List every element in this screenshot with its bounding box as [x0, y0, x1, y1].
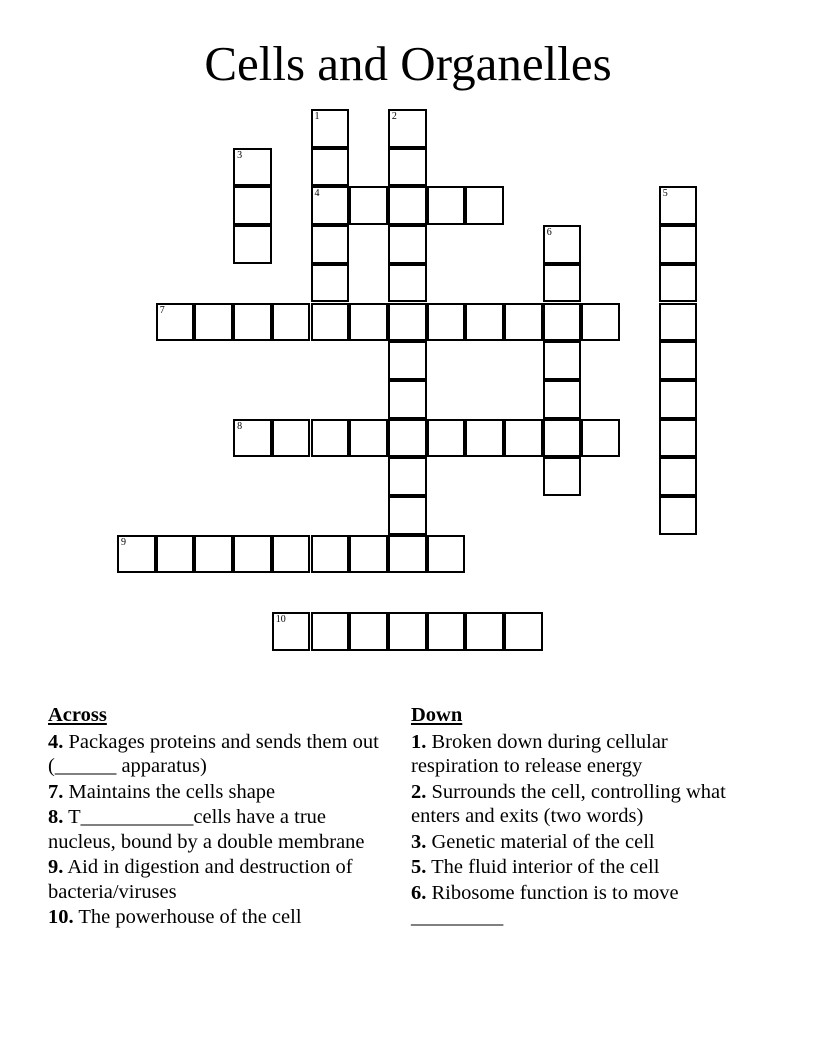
grid-cell[interactable] [388, 496, 427, 535]
clue-number: 9. [48, 856, 64, 878]
grid-cell[interactable] [543, 457, 582, 496]
across-clue [48, 730, 388, 779]
clue-text: T___________cells have a true nucleus, bound by a double membrane [48, 806, 365, 853]
grid-cell[interactable] [388, 535, 427, 574]
grid-cell[interactable] [659, 303, 698, 342]
clue-text: The powerhouse of the cell [73, 906, 302, 928]
grid-cell[interactable] [194, 303, 233, 342]
grid-cell[interactable] [427, 612, 466, 651]
grid-cell[interactable] [659, 380, 698, 419]
down-heading: Down [411, 704, 463, 726]
grid-cell[interactable] [233, 225, 272, 264]
clue-text: Aid in digestion and destruction of bacteria/viruses [48, 856, 353, 903]
grid-cell[interactable] [388, 225, 427, 264]
grid-cell[interactable] [272, 535, 311, 574]
clue-number-label: 5 [662, 188, 668, 200]
across-clue [48, 780, 388, 805]
across-heading: Across [48, 704, 107, 726]
grid-cell[interactable] [349, 419, 388, 458]
down-clue [411, 881, 751, 930]
grid-cell[interactable] [272, 303, 311, 342]
grid-cell[interactable] [388, 186, 427, 225]
grid-cell[interactable] [272, 419, 311, 458]
grid-cell[interactable] [311, 148, 350, 187]
clue-number: 10. [48, 906, 74, 928]
grid-cell[interactable] [311, 612, 350, 651]
grid-cell[interactable] [427, 419, 466, 458]
grid-cell[interactable] [388, 109, 427, 148]
grid-cell[interactable] [388, 457, 427, 496]
grid-cell[interactable] [659, 264, 698, 303]
grid-cell[interactable] [659, 225, 698, 264]
clue-number-label: 9 [121, 536, 126, 548]
grid-cell[interactable] [543, 264, 582, 303]
clue-number: 4. [48, 730, 64, 753]
clue-number-label: 10 [275, 614, 286, 626]
clue-number-label: 1 [314, 111, 320, 122]
clue-text: Surrounds the cell, controlling what enters and exits (two words) [411, 780, 726, 827]
grid-cell[interactable] [194, 535, 233, 574]
grid-cell[interactable] [427, 186, 466, 225]
grid-cell[interactable] [659, 496, 698, 535]
grid-cell[interactable] [311, 109, 350, 148]
clue-number: 6. [411, 881, 427, 904]
grid-cell[interactable] [427, 535, 466, 574]
clue-number: 7. [48, 780, 64, 803]
clue-number: 2. [411, 780, 427, 803]
grid-cell[interactable] [311, 225, 350, 264]
grid-cell[interactable] [581, 303, 620, 342]
clue-text: Genetic material of the cell [426, 830, 655, 853]
grid-cell[interactable] [465, 419, 504, 458]
grid-cell[interactable] [543, 380, 582, 419]
grid-cell[interactable] [233, 148, 272, 187]
grid-cell[interactable] [311, 535, 350, 574]
clue-number-label: 7 [159, 304, 165, 316]
grid-cell[interactable] [388, 264, 427, 303]
grid-cell[interactable] [388, 341, 427, 380]
grid-cell[interactable] [349, 186, 388, 225]
across-clue [48, 805, 388, 854]
grid-cell[interactable] [543, 419, 582, 458]
grid-cell[interactable] [388, 612, 427, 651]
grid-cell[interactable] [465, 186, 504, 225]
clue-number: 1. [411, 730, 427, 753]
grid-cell[interactable] [659, 457, 698, 496]
clue-number: 5. [411, 856, 427, 878]
grid-cell[interactable] [349, 303, 388, 342]
grid-cell[interactable] [465, 303, 504, 342]
grid-cell[interactable] [233, 419, 272, 458]
clue-number: 3. [411, 830, 427, 853]
clue-text: Packages proteins and sends them out (______ apparatus) [48, 730, 379, 777]
grid-cell[interactable] [233, 303, 272, 342]
clue-text: Ribosome function is to move _________ [411, 881, 679, 928]
grid-cell[interactable] [504, 419, 543, 458]
clue-number-label: 3 [237, 149, 243, 161]
page-title: Cells and Organelles [204, 36, 612, 91]
down-clues [411, 703, 751, 931]
grid-cell[interactable] [311, 419, 350, 458]
grid-cell[interactable] [388, 419, 427, 458]
clue-number-label: 2 [391, 111, 397, 122]
grid-cell[interactable] [581, 419, 620, 458]
grid-cell[interactable] [349, 535, 388, 574]
grid-cell[interactable] [659, 419, 698, 458]
grid-cell[interactable] [504, 303, 543, 342]
clue-number-label: 6 [546, 227, 552, 239]
grid-cell[interactable] [659, 186, 698, 225]
grid-cell[interactable] [504, 612, 543, 651]
grid-cell[interactable] [543, 303, 582, 342]
clue-text: Broken down during cellular respiration to release energy [411, 730, 668, 777]
grid-cell[interactable] [156, 535, 195, 574]
grid-cell[interactable] [659, 341, 698, 380]
grid-cell[interactable] [388, 303, 427, 342]
down-clue [411, 730, 751, 779]
grid-cell[interactable] [117, 535, 156, 574]
down-clue [411, 830, 751, 855]
grid-cell[interactable] [543, 225, 582, 264]
down-clue [411, 855, 751, 880]
grid-cell[interactable] [233, 535, 272, 574]
grid-cell[interactable] [311, 264, 350, 303]
grid-cell[interactable] [349, 612, 388, 651]
clue-number: 8. [48, 806, 64, 828]
grid-cell[interactable] [311, 303, 350, 342]
grid-cell[interactable] [272, 612, 311, 651]
grid-cell[interactable] [388, 380, 427, 419]
grid-cell[interactable] [427, 303, 466, 342]
across-clues [48, 703, 388, 931]
clue-number-label: 8 [237, 420, 243, 432]
across-clue [48, 905, 388, 930]
grid-cell[interactable] [543, 341, 582, 380]
grid-cell[interactable] [465, 612, 504, 651]
grid-cell[interactable] [388, 148, 427, 187]
clue-text: The fluid interior of the cell [426, 856, 660, 878]
clue-text: Maintains the cells shape [63, 780, 276, 803]
across-clue [48, 855, 388, 904]
grid-cell[interactable] [311, 186, 350, 225]
down-clue [411, 780, 751, 829]
clue-number-label: 4 [314, 188, 320, 200]
grid-cell[interactable] [233, 186, 272, 225]
grid-cell[interactable] [156, 303, 195, 342]
